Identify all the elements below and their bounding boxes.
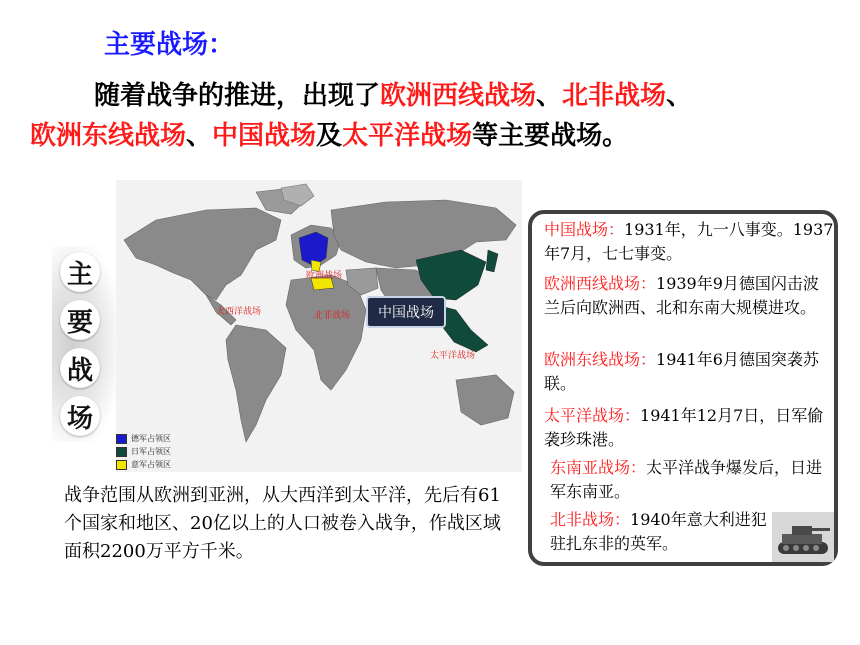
event-text: 太平洋战争爆发后，日进军东南亚。 <box>550 458 823 501</box>
legend-label: 日军占领区 <box>131 447 171 456</box>
summary-text: 战争范围从欧洲到亚洲，从大西洋到太平洋，先后有61个国家和地区、20亿以上的人口被卷入战争，作战区域面积2200万平方千米。 <box>64 485 501 562</box>
event-western-front <box>544 272 834 320</box>
event-southeast-asia <box>550 456 836 504</box>
event-key: 欧洲东线战场： <box>544 350 657 369</box>
keyword-eastern-front: 欧洲东线战场 <box>30 121 187 151</box>
map-label-north-africa: 北非战场 <box>314 311 351 321</box>
event-key: 中国战场： <box>544 220 625 239</box>
intro-paragraph <box>30 76 840 156</box>
event-text: 1940年意大利进犯驻扎东非的英军。 <box>550 510 767 553</box>
intro-text: 等主要战场。 <box>472 121 629 151</box>
keyword-pacific: 太平洋战场 <box>342 121 473 151</box>
event-text: 1941年12月7日，日军偷袭珍珠港。 <box>544 406 824 449</box>
legend-swatch <box>116 447 127 457</box>
map-graphic <box>116 180 522 472</box>
tank-image <box>772 512 834 562</box>
event-text: 1941年6月德国突袭苏联。 <box>544 350 819 393</box>
side-label-char: 场 <box>60 396 100 436</box>
event-pacific <box>544 404 824 452</box>
separator: 、 <box>666 81 693 111</box>
side-label-char: 主 <box>60 252 100 292</box>
event-key: 欧洲西线战场： <box>544 274 657 293</box>
event-key: 东南亚战场： <box>550 458 647 477</box>
event-text: 1931年，九一八事变。1937年7月，七七事变。 <box>544 220 834 263</box>
event-text: 1939年9月德国闪击波兰后向欧洲西、北和东南大规模进攻。 <box>544 274 819 317</box>
separator: 及 <box>316 121 343 151</box>
side-label-char: 战 <box>60 348 100 388</box>
legend-item <box>116 458 171 471</box>
side-label-char: 要 <box>60 300 100 340</box>
legend-swatch <box>116 460 127 470</box>
map-label-atlantic: 大西洋战场 <box>216 307 262 317</box>
separator: 、 <box>186 121 213 151</box>
side-label <box>52 246 118 442</box>
legend-label: 意军占领区 <box>131 460 171 469</box>
keyword-china: 中国战场 <box>212 121 317 151</box>
event-key: 太平洋战场： <box>544 406 641 425</box>
event-eastern-front <box>544 348 824 396</box>
world-map <box>116 180 522 472</box>
china-front-callout: 中国战场 <box>366 296 446 328</box>
map-label-pacific: 太平洋战场 <box>430 351 476 361</box>
section-heading: 主要战场： <box>104 30 235 60</box>
keyword-western-front: 欧洲西线战场 <box>380 81 537 111</box>
legend-label: 德军占领区 <box>131 434 171 443</box>
map-legend <box>116 432 171 471</box>
event-key: 北非战场： <box>550 510 631 529</box>
legend-swatch <box>116 434 127 444</box>
event-north-africa <box>550 508 775 556</box>
legend-item <box>116 432 171 445</box>
event-china <box>544 218 834 266</box>
intro-text: 随着战争的推进，出现了 <box>94 81 381 111</box>
map-label-europe: 欧洲战场 <box>306 271 343 281</box>
keyword-north-africa: 北非战场 <box>562 81 667 111</box>
separator: 、 <box>536 81 563 111</box>
legend-item <box>116 445 171 458</box>
